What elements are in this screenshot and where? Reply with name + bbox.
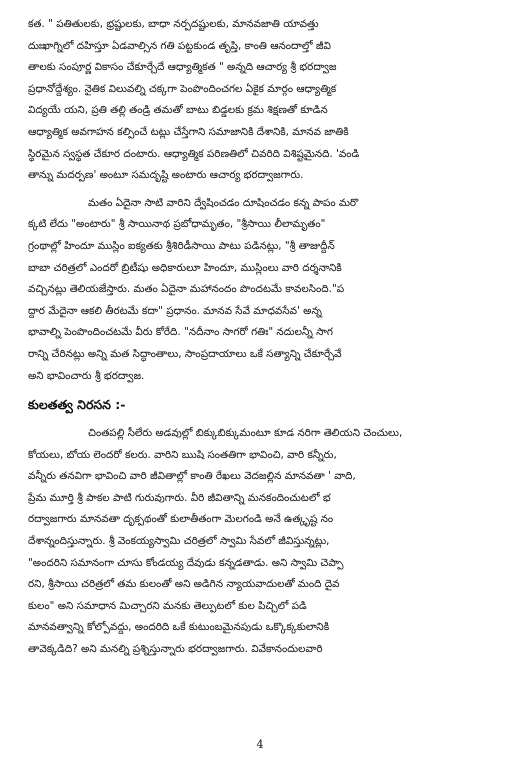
paragraph-3: [28, 423, 496, 661]
text-line: గ్రంథాల్లో హిందూ ముస్లిం ఐక్యతకు శ్రీశిరిడీసాయి పాటు పడినట్లు, "శ్రీ తాజుద్దీన్: [28, 239, 335, 252]
text-line: విద్యయే యని, ప్రతి తల్లి తండ్రి తమతో బాటు బిడ్డలకు క్రమ శిక్షణతో కూడిన: [28, 104, 328, 117]
paragraph-2: [28, 193, 496, 387]
page-number: 4: [256, 738, 264, 751]
text-line: వన్నీరు తనవిగా భావించి వారి జీవితాల్లో కాంతి రేఖలు వెదజల్లిన మానవతా ' వాది,: [28, 470, 356, 483]
text-line: భావాల్ని పెంపొందించటమే వీరు కోరేది. "నదీనాం సాగరో గతిః" నదులన్నీ సాగ: [28, 326, 333, 339]
text-line: కులం" అని సమాధాన మిచ్చారని మనకు తెల్పుటలో కుల పిచ్చిలో పడి: [28, 599, 307, 612]
text-line: చింతపల్లి సీలేరు అడవుల్లో బిక్కుబిక్కుమంటూ కూడ నరిగా తెలియని చెంచులు,: [88, 427, 403, 440]
text-line: మతం ఏదైనా సాటి వారిని ద్వేషించడం దూషించడం కన్న పాపం మరొ: [88, 196, 359, 209]
text-line: దుఃఖాగ్నిలో దహిస్తూ ఏడవాల్సిన గతి పట్టకుండ తృప్తి, కాంతి ఆనందాల్తో జీవి: [28, 39, 331, 52]
section-heading: కులతత్వ నిరసన :-: [28, 397, 126, 413]
text-line: వచ్చినట్లు తెలియజేస్తారు. మతం ఏదైనా మహానందం పొందటమే కావలసింది."ప: [28, 283, 345, 296]
text-line: తాన్ను మదర్పణ' అంటూ సమదృష్టి అంటారు ఆచార్య భరద్వాజగారు.: [28, 169, 304, 182]
paragraph-1: [28, 14, 496, 187]
text-line: రని, శ్రీసాయి చరిత్రలో తమ కులంతో అని అడిగిన న్యాయవాదులతో మంది దైవ: [28, 578, 340, 591]
text-line: కోయలు, బోయ లెందరో కలరు. వారిని ఋషి సంతతిగా భావించి, వారి కన్నీరు,: [28, 448, 337, 461]
text-line: తాలకు సంపూర్ణ వికాసం చేకూర్చేదే ఆధ్యాత్మికత " అన్నది ఆచార్య శ్రీ భరద్వాజ: [28, 61, 337, 74]
text-line: ఆధ్యాత్మిక అవగాహన కల్పించే టట్లు చేస్తేగాని సమాజానికి దేశానికి, మానవ జాతికి: [28, 125, 349, 138]
text-line: రద్వాజగారు మానవతా దృక్పథంతో కులాతీతంగా మెలగండి అనే ఉత్కృష్ట నం: [28, 513, 334, 526]
text-line: అని భావించారు శ్రీ భరద్వాజ.: [28, 369, 145, 382]
text-line: ప్రేమ మూర్తి శ్రీ పాకల పాటి గురువుగారు. వీరి జీవితాన్ని మనకందించుటలో భ: [28, 491, 331, 504]
text-line: కత. " పతితులకు, భ్రష్టులకు, బాధా నర్పదష్టులకు, మానవజాతి యావత్తు: [28, 18, 319, 30]
text-line: ప్రధానోద్దేశ్యం. నైతిక విలువల్ని చక్కగా పెంపొందించగల ఏకైక మార్గం ఆధ్యాత్మిక: [28, 82, 337, 95]
text-line: "అందరిని సమానంగా చూసు కోండయ్య దేవుడు కన్నడతాడు. అని స్వామి చెప్పా: [28, 556, 344, 569]
text-line: ద్దార మేదైనా ఆకలి తీరటమే కదా" ప్రధానం. మానవ సేవే మాధవసేవ' అన్న: [28, 304, 322, 317]
text-line: మానవత్వాన్ని కోల్పోవద్దు, అందరిది ఒకే కుటుంబమైనపుడు ఒక్కొక్కకులానికి: [28, 621, 330, 634]
text-line: దేశాన్నందిస్తున్నారు. శ్రీ వెంకయ్యస్వామి చరిత్రలో స్వామి సేవలో జీవిస్తున్నట్లు,: [28, 535, 330, 548]
text-line: క్కటి లేదు "అంటారు" శ్రీ సాయినాథ ప్రబోధామృతం, "శ్రీసాయి లీలామృతం": [28, 218, 326, 231]
text-line: స్థిరమైన స్వస్థత చేకూర దంటారు. ఆధ్యాత్మిక పరిణతిలో చివరిది విశిష్టమైనది. 'వండి: [28, 147, 360, 160]
text-line: తావెక్కడిది? అని మనల్ని ప్రశ్నిస్తున్నారు భరద్వాజగారు. వివేకానందులవారి: [28, 643, 323, 656]
text-line: రాన్ని చేరినట్లు అన్ని మత సిద్ధాంతాలు, సాంప్రదాయాలు ఒకే సత్యాన్ని చేకూర్చేవే: [28, 347, 342, 360]
text-line: బాబా చరిత్రలో ఎందరో బ్రిటీషు అధికారులూ హిందూ, ముస్లింలు వారి దర్శనానికి: [28, 261, 342, 274]
